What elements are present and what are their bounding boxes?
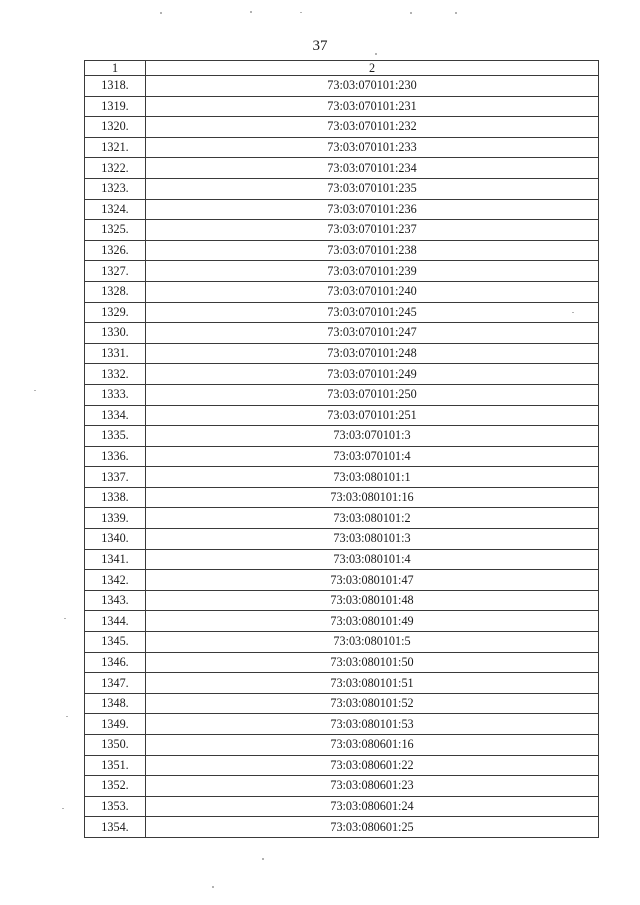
row-index-cell: 1350. [85,735,146,756]
row-index-cell: 1347. [85,673,146,694]
table-row [85,508,599,529]
cadastral-number-cell: 73:03:080101:48 [146,590,599,611]
cadastral-number-cell: 73:03:080601:24 [146,796,599,817]
row-index-cell: 1349. [85,714,146,735]
row-index-cell: 1321. [85,137,146,158]
table-row [85,426,599,447]
table-row [85,467,599,488]
table-row [85,323,599,344]
table-row [85,632,599,653]
row-index-cell: 1333. [85,384,146,405]
cadastral-number-cell: 73:03:070101:3 [146,426,599,447]
table-header-row [85,61,599,76]
table-row [85,549,599,570]
table-row [85,302,599,323]
cadastral-number-cell: 73:03:080101:52 [146,693,599,714]
scan-speck [262,858,264,860]
cadastral-number-cell: 73:03:070101:249 [146,364,599,385]
scan-speck [34,390,36,391]
cadastral-number-cell: 73:03:070101:232 [146,117,599,138]
scan-speck [160,12,162,14]
row-index-cell: 1318. [85,76,146,97]
row-index-cell: 1336. [85,446,146,467]
row-index-cell: 1339. [85,508,146,529]
row-index-cell: 1334. [85,405,146,426]
table-row [85,714,599,735]
row-index-cell: 1325. [85,220,146,241]
row-index-cell: 1343. [85,590,146,611]
table-row [85,529,599,550]
cadastral-number-cell: 73:03:070101:245 [146,302,599,323]
table-row [85,384,599,405]
cadastral-number-cell: 73:03:080101:50 [146,652,599,673]
cadastral-number-table [84,60,599,838]
table-row [85,590,599,611]
cadastral-number-cell: 73:03:080601:22 [146,755,599,776]
scan-speck [572,312,574,313]
scan-speck [375,53,377,55]
table-row [85,364,599,385]
cadastral-number-cell: 73:03:070101:237 [146,220,599,241]
table-row [85,673,599,694]
table-body [85,76,599,838]
row-index-cell: 1337. [85,467,146,488]
row-index-cell: 1345. [85,632,146,653]
row-index-cell: 1319. [85,96,146,117]
cadastral-number-cell: 73:03:080101:16 [146,487,599,508]
row-index-cell: 1351. [85,755,146,776]
cadastral-number-cell: 73:03:070101:248 [146,343,599,364]
table-row [85,343,599,364]
row-index-cell: 1322. [85,158,146,179]
cadastral-number-cell: 73:03:070101:239 [146,261,599,282]
row-index-cell: 1323. [85,178,146,199]
page-number: 37 [312,38,328,54]
cadastral-number-cell: 73:03:070101:236 [146,199,599,220]
table-row [85,178,599,199]
scan-speck [212,886,214,888]
cadastral-number-cell: 73:03:080101:51 [146,673,599,694]
cadastral-number-cell: 73:03:080101:49 [146,611,599,632]
cadastral-number-cell: 73:03:080101:3 [146,529,599,550]
cadastral-number-cell: 73:03:070101:238 [146,240,599,261]
cadastral-number-cell: 73:03:070101:4 [146,446,599,467]
row-index-cell: 1346. [85,652,146,673]
table-row [85,693,599,714]
table-row [85,405,599,426]
cadastral-number-cell: 73:03:080101:5 [146,632,599,653]
table-row [85,117,599,138]
cadastral-number-cell: 73:03:070101:250 [146,384,599,405]
cadastral-number-cell: 73:03:070101:247 [146,323,599,344]
row-index-cell: 1340. [85,529,146,550]
table-row [85,261,599,282]
row-index-cell: 1342. [85,570,146,591]
table-row [85,137,599,158]
table-row [85,611,599,632]
cadastral-number-cell: 73:03:070101:233 [146,137,599,158]
cadastral-number-cell: 73:03:070101:230 [146,76,599,97]
cadastral-number-cell: 73:03:070101:235 [146,178,599,199]
cadastral-number-cell: 73:03:080601:23 [146,776,599,797]
column-header-index: 1 [85,61,146,76]
row-index-cell: 1344. [85,611,146,632]
row-index-cell: 1335. [85,426,146,447]
cadastral-number-cell: 73:03:070101:240 [146,281,599,302]
row-index-cell: 1330. [85,323,146,344]
cadastral-number-cell: 73:03:080601:16 [146,735,599,756]
table-row [85,735,599,756]
scan-speck [62,808,64,809]
table-row [85,446,599,467]
cadastral-number-cell: 73:03:070101:251 [146,405,599,426]
table-row [85,281,599,302]
row-index-cell: 1324. [85,199,146,220]
row-index-cell: 1327. [85,261,146,282]
scan-speck [64,618,66,619]
row-index-cell: 1331. [85,343,146,364]
row-index-cell: 1352. [85,776,146,797]
table-row [85,570,599,591]
scan-speck [455,12,457,14]
table-row [85,776,599,797]
row-index-cell: 1348. [85,693,146,714]
cadastral-number-cell: 73:03:080101:53 [146,714,599,735]
row-index-cell: 1328. [85,281,146,302]
table-header [85,61,599,76]
table-row [85,220,599,241]
scan-speck [300,12,302,13]
cadastral-number-cell: 73:03:080101:4 [146,549,599,570]
table-row [85,652,599,673]
row-index-cell: 1326. [85,240,146,261]
table-row [85,158,599,179]
cadastral-number-cell: 73:03:080601:25 [146,817,599,838]
table-row [85,76,599,97]
scan-speck [66,716,68,717]
table-row [85,96,599,117]
table-row [85,817,599,838]
table-row [85,796,599,817]
cadastral-number-cell: 73:03:080101:1 [146,467,599,488]
row-index-cell: 1353. [85,796,146,817]
table-row [85,199,599,220]
scan-speck [250,11,252,13]
table-row [85,487,599,508]
scan-speck [410,12,412,14]
cadastral-number-cell: 73:03:080101:2 [146,508,599,529]
cadastral-number-cell: 73:03:080101:47 [146,570,599,591]
table-row [85,240,599,261]
column-header-cadastral-number: 2 [146,61,599,76]
row-index-cell: 1320. [85,117,146,138]
row-index-cell: 1341. [85,549,146,570]
cadastral-number-cell: 73:03:070101:231 [146,96,599,117]
row-index-cell: 1338. [85,487,146,508]
row-index-cell: 1354. [85,817,146,838]
table-row [85,755,599,776]
row-index-cell: 1329. [85,302,146,323]
row-index-cell: 1332. [85,364,146,385]
cadastral-number-cell: 73:03:070101:234 [146,158,599,179]
